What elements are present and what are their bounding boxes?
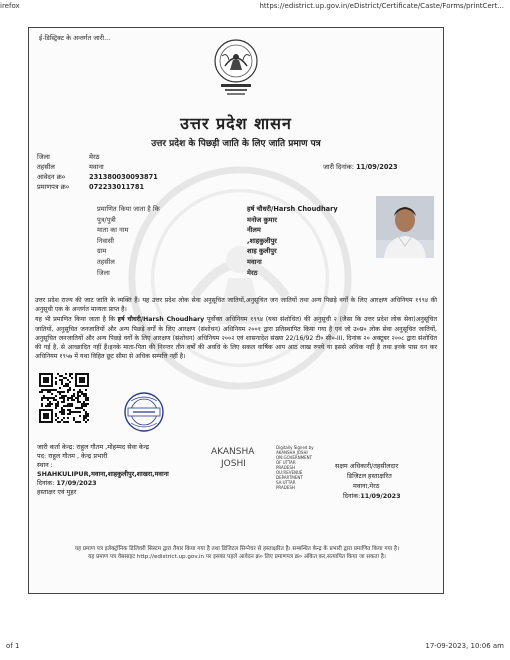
- qr-code: [39, 373, 89, 423]
- official-seal-stamp: [123, 391, 165, 433]
- officer-date-value: 11/09/2023: [360, 492, 401, 500]
- applicant-photo: [376, 196, 434, 258]
- issue-date: [323, 162, 398, 171]
- certificate-title: उत्तर प्रदेश के पिछड़ी जाति के लिए जाति प्रमाण पत्र: [151, 139, 321, 149]
- application-no-label: आवेदन क्र०: [37, 173, 66, 181]
- detail-label: प्रमाणित किया जाता है कि: [97, 205, 160, 213]
- detail-label: जिला: [97, 268, 110, 277]
- detail-label: पुत्र/पुत्री: [97, 215, 116, 224]
- tehsil-label: तहसील: [37, 163, 55, 171]
- signature-meta-line: OU:REVENUE: [276, 470, 303, 475]
- body-text-post: पूर्वोक्त अधिनियम १९९४ (यथा संशोधित) की अनुसूची २ (जैसा कि उत्तर प्रदेश लोक सेवा)अनुसूचित जातियों, अनुसूचित जनजातियों और अन्य पिछड़े वर्गों के लिए आरक्षण (संशोधन) अधिनियम २००१ द्वारा प्रतिस्थापित किया गया है एवं जो उ०प्र० लोक सेवा अनुसूचित जातियों, अनुसूचित जनजातियों और अन्य पिछड़े वर्गों के लिए आरक्षण (संशोधन) अधिनियम २००२ एवं शासनादेश संख्या 22/16/92 टी० सी०-III, दिनांक २० अक्टूबर २००८ द्वारा संशोधित की गई है, से आच्छादित नहीं हैं।इनके माता-पिता की निरन्तर तीन वर्षों की अवधि के लिए सकल वार्षिक आय आठ लाख रुपये या इससे अधिक नहीं है तथा इनके पास धन कर अधिनियम १९५७ में यथा विहित छूट सीमा से अधिक सम्पत्ति नहीं है।: [35, 316, 438, 361]
- detail-label: माता का नाम: [97, 226, 129, 235]
- issuer-block: [37, 443, 169, 497]
- signature-meta-line: AKANSHA JOSHI: [276, 450, 308, 455]
- signature-meta-line: DEPARTMENT: [276, 475, 303, 480]
- competent-officer-block: [335, 461, 401, 501]
- caste-certificate: [28, 27, 444, 594]
- signature-meta-line: SA:UTTAR: [276, 480, 296, 485]
- issuer-date-value: 17/09/2023: [56, 479, 97, 487]
- up-emblem-logo: [213, 38, 259, 100]
- officer-date: [335, 491, 401, 501]
- body-applicant-name: हर्ष चौधरी/Harsh Choudhary: [117, 316, 205, 324]
- detail-label: ग्राम: [97, 247, 107, 256]
- government-title: उत्तर प्रदेश शासन: [180, 114, 292, 133]
- certificate-meta: [37, 152, 158, 192]
- footer-note: [33, 545, 441, 561]
- issuer-date: [37, 479, 169, 488]
- browser-url: https://edistrict.up.gov.in/eDistrict/Certificate/Caste/Forms/printCert...: [259, 2, 504, 10]
- officer-place: मवाना,मेरठ: [353, 482, 380, 490]
- issuer-date-label: दिनांक:: [37, 479, 55, 487]
- district-label: जिला: [37, 153, 50, 161]
- detail-value: शाह कुलीपुर: [247, 247, 277, 256]
- officer-title: सक्षम अधिकारी/तहसीलदार: [335, 462, 399, 470]
- issuer-place-label: स्थान :: [37, 461, 53, 469]
- signature-meta-line: PRADESH: [276, 485, 295, 490]
- footer-line: यह प्रमाण पत्र वेबसाइट http://edistrict.up.gov.in पर इसका पहले आवेदन क्र० लिए प्रमाणपत्र क्र० अंकित कर,सत्यापित किया जा सकता है।: [88, 554, 386, 560]
- certificate-no-label: प्रमाणपत्र क्र०: [37, 183, 70, 191]
- signature-name-line: AKANSHA: [211, 447, 255, 457]
- page-count: of 1: [6, 642, 20, 650]
- issuer-signature-label: हस्ताक्षर एवं मुहर: [37, 488, 77, 496]
- body-paragraph: [35, 315, 437, 361]
- print-timestamp: 17-09-2023, 10:06 am: [425, 642, 504, 650]
- officer-date-label: दिनांक:: [343, 492, 361, 500]
- footer-line: यह प्रमाण पत्र इलेक्ट्रॉनिक डिलिवरी सिस्टम द्वारा तैयार किया गया है तथा डिजिटल सिग्नेचर से हस्ताक्षरित है। सम्बन्धित केन्द्र के प्रभारी द्वारा प्रमाणित किया गया है।: [74, 546, 400, 552]
- signature-meta-line: OF UTTAR: [276, 460, 296, 465]
- signature-meta-line: ON:GOVERNMENT: [276, 455, 313, 460]
- certificate-no-value: 072233011781: [89, 183, 145, 191]
- detail-label: तहसील: [97, 257, 115, 266]
- detail-value: ,शाहकुलीपुर: [247, 236, 277, 245]
- detail-value: मवाना: [247, 257, 262, 266]
- district-value: मेरठ: [89, 153, 100, 161]
- browser-tab-label: irefox: [0, 2, 20, 10]
- detail-value: मेरठ: [247, 268, 258, 277]
- detail-value: हर्ष चौधरी/Harsh Choudhary: [247, 205, 338, 213]
- signature-meta-line: PRADESH: [276, 465, 295, 470]
- digital-signature-name: [211, 446, 254, 470]
- tehsil-value: मवाना: [89, 163, 104, 171]
- issuer-center: जारी कर्ता केन्द्र: राहुल गौतम ,मोहम्मद सेवा केन्द्र: [37, 443, 150, 451]
- body-paragraph: उत्तर प्रदेश राज्य की जाट जाति के व्यक्ति हैं। यह उत्तर प्रदेश लोक सेवा अनुसूचित जातियों,अनुसूचित जन जातियों तथा अन्य पिछड़े वर्गों के लिए आरक्षण अधिनियम १९९४ की अनुसूची एक के अन्तर्गत मान्यता प्राप्त है।: [35, 297, 437, 314]
- issue-date-value: 11/09/2023: [356, 163, 398, 171]
- issuer-place: SHAHKULIPUR,मवाना,शाहकुलीपुर,शाखरा,मवाना: [37, 470, 169, 478]
- detail-value: नीलम: [247, 226, 261, 235]
- application-no-value: 231380030093871: [89, 173, 158, 181]
- officer-subtitle: डिजिटल हस्ताक्षरित: [347, 472, 392, 480]
- certificate-body: [35, 296, 437, 362]
- detail-label: निवासी: [97, 236, 114, 245]
- issuer-designation: पद: राहुल गौतम , केन्द्र प्रभारी: [37, 452, 108, 460]
- issue-date-label: जारी दिनांक:: [323, 163, 354, 171]
- applicant-details: [97, 204, 338, 278]
- signature-meta-line: Digitally Signed by: [276, 445, 314, 450]
- edistrict-note: ई-डिस्ट्रिक्ट के अन्तर्गत जारी...: [39, 34, 111, 42]
- detail-value: मनोज कुमार: [247, 215, 277, 224]
- signature-name-line: JOSHI: [221, 459, 246, 469]
- digital-signature-details: [276, 445, 314, 490]
- body-text-pre: यह भी प्रमाणित किया जाता है कि: [35, 316, 115, 324]
